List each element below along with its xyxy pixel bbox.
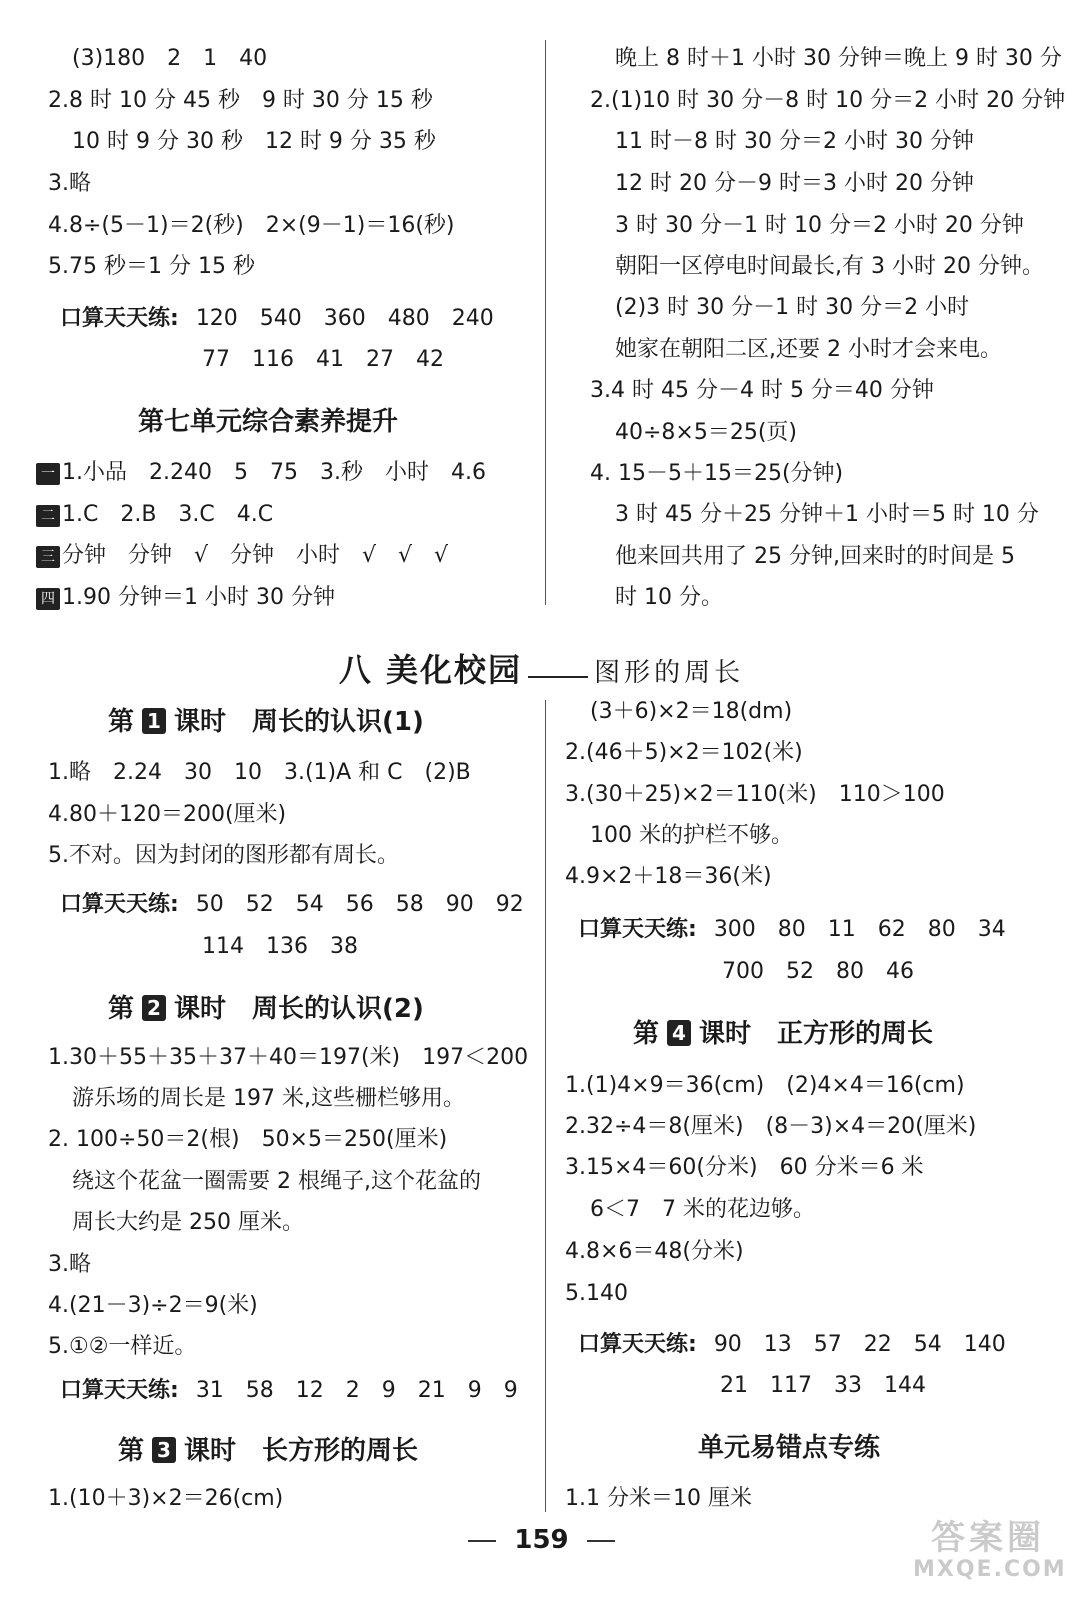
answer-line: 1.30＋55＋35＋37＋40＝197(米) 197＜200 [48,1045,529,1070]
unit7-text: 1.小品 2.240 5 75 3.秒 小时 4.6 [62,460,486,485]
kousuan-label: 口算天天练: [60,306,179,331]
lesson-number-badge: 2 [142,995,166,1021]
kousuan-label: 口算天天练: [60,892,179,917]
answer-line: 6＜7 7 米的花边够。 [590,1197,815,1222]
answer-line: 12 时 20 分－9 时＝3 小时 20 分钟 [615,171,974,196]
lesson-prefix: 第 [108,994,135,1024]
answer-line: 1.(10＋3)×2＝26(cm) [48,1486,284,1511]
answer-line: 3 时 45 分＋25 分钟＋1 小时＝5 时 10 分 [615,502,1039,527]
lesson3-title [118,1433,418,1469]
answer-line: 他来回共用了 25 分钟,回来时的时间是 5 [615,544,1015,569]
answer-line: 3.4 时 45 分－4 时 5 分＝40 分钟 [590,378,934,403]
kousuan-values: 700 52 80 46 [722,959,914,984]
answer-line: 2.32÷4＝8(厘米) (8－3)×4＝20(厘米) [565,1114,977,1139]
errors-title: 单元易错点专练 [698,1433,881,1463]
column-divider [545,40,546,605]
kousuan-values: 300 80 11 62 80 34 [713,917,1006,942]
lesson-number-badge: 4 [667,1020,691,1046]
answer-line: 1.略 2.24 30 10 3.(1)A 和 C (2)B [48,760,471,785]
answer-line: (2)3 时 30 分－1 时 30 分＝2 小时 [615,295,970,320]
unit7-line [36,583,335,613]
footer-dash [587,1540,615,1542]
lesson1-title [108,704,424,740]
lesson2-title [108,991,424,1027]
answer-line: 2.(46＋5)×2＝102(米) [565,740,803,765]
answer-line: 时 10 分。 [615,585,723,610]
unit7-text: 1.90 分钟＝1 小时 30 分钟 [62,585,335,610]
lesson-number-badge: 1 [142,708,166,734]
unit7-title: 第七单元综合素养提升 [138,407,399,437]
kousuan-label: 口算天天练: [578,1332,697,1357]
chapter-title [0,645,1083,689]
answer-line: 3 时 30 分－1 时 10 分＝2 小时 20 分钟 [615,213,1024,238]
answer-line: 朝阳一区停电时间最长,有 3 小时 20 分钟。 [615,254,1044,279]
kousuan-row [578,1330,1006,1360]
answer-line: 4. 15－5＋15＝25(分钟) [590,461,844,486]
kousuan-label: 口算天天练: [578,917,697,942]
kousuan-label: 口算天天练: [60,1378,179,1403]
answer-line: 4.(21－3)÷2＝9(米) [48,1293,258,1318]
section-mark-4: 四 [36,588,60,610]
chapter-main: 八 美化校园 [338,651,523,689]
kousuan-values: 21 117 33 144 [720,1373,926,1398]
lesson-prefix: 第 [633,1019,660,1049]
answer-line: 1.(1)4×9＝36(cm) (2)4×4＝16(cm) [565,1073,965,1098]
answer-line: 5.140 [565,1281,628,1306]
lesson-prefix: 第 [118,1436,145,1466]
answer-line: 绕这个花盆一圈需要 2 根绳子,这个花盆的 [72,1169,481,1194]
unit7-line [36,458,486,488]
answer-line: 4.8÷(5－1)＝2(秒) 2×(9－1)＝16(秒) [48,213,455,238]
lesson-suffix: 课时 周长的认识(2) [174,994,424,1024]
kousuan-row [60,1376,518,1406]
answer-line: 5.①②一样近。 [48,1334,197,1359]
column-divider [545,700,546,1512]
answer-line: 晚上 8 时＋1 小时 30 分钟＝晚上 9 时 30 分 [615,46,1062,71]
answer-line: 5.不对。因为封闭的图形都有周长。 [48,843,399,868]
answer-line: 游乐场的周长是 197 米,这些栅栏够用。 [72,1086,465,1111]
kousuan-row [578,915,1006,945]
section-mark-3: 三 [36,546,60,568]
chapter-sub: 图形的周长 [594,658,745,688]
answer-line: 3.略 [48,171,91,196]
answer-line: 2. 100÷50＝2(根) 50×5＝250(厘米) [48,1127,448,1152]
lesson-number-badge: 3 [152,1437,176,1463]
answer-line: (3)180 2 1 40 [72,46,268,71]
lesson4-title [633,1016,933,1052]
answer-line: 她家在朝阳二区,还要 2 小时才会来电。 [615,337,1002,362]
answer-line: 5.75 秒＝1 分 15 秒 [48,254,255,279]
footer-dash [468,1540,496,1542]
answer-line: 4.80＋120＝200(厘米) [48,802,287,827]
kousuan-values: 114 136 38 [202,934,358,959]
unit7-text: 分钟 分钟 √ 分钟 小时 √ √ √ [62,543,449,568]
kousuan-values: 31 58 12 2 9 21 9 9 [195,1378,518,1403]
answer-line: (3＋6)×2＝18(dm) [590,699,793,724]
unit7-text: 1.C 2.B 3.C 4.C [62,502,274,527]
kousuan-values: 120 540 360 480 240 [195,306,494,331]
title-dash [528,676,588,678]
lesson-suffix: 课时 长方形的周长 [184,1436,419,1466]
answer-line: 40÷8×5＝25(页) [615,420,798,445]
answer-line: 3.(30＋25)×2＝110(米) 110＞100 [565,782,945,807]
kousuan-values: 90 13 57 22 54 140 [713,1332,1006,1357]
watermark-logo [913,1518,1067,1588]
answer-line: 100 米的护栏不够。 [590,823,793,848]
unit7-line [36,500,273,530]
watermark-text: 答案圈 [931,1518,1045,1558]
section-mark-2: 二 [36,505,60,527]
answer-line: 2.8 时 10 分 45 秒 9 时 30 分 15 秒 [48,88,433,113]
lesson-suffix: 课时 周长的认识(1) [174,707,424,737]
kousuan-values: 77 116 41 27 42 [202,347,444,372]
lesson-suffix: 课时 正方形的周长 [699,1019,934,1049]
unit7-line [36,541,448,571]
kousuan-row [60,890,524,920]
page-number: 159 [514,1525,569,1555]
answer-line: 3.15×4＝60(分米) 60 分米＝6 米 [565,1155,924,1180]
lesson-prefix: 第 [108,707,135,737]
answer-line: 1.1 分米＝10 厘米 [565,1486,752,1511]
answer-line: 2.(1)10 时 30 分－8 时 10 分＝2 小时 20 分钟 [590,88,1066,113]
watermark-url: MXQE.COM [913,1557,1067,1582]
kousuan-values: 50 52 54 56 58 90 92 [195,892,524,917]
answer-line: 3.略 [48,1252,91,1277]
kousuan-row [60,304,494,334]
answer-line: 10 时 9 分 30 秒 12 时 9 分 35 秒 [72,129,436,154]
answer-line: 周长大约是 250 厘米。 [72,1210,304,1235]
section-mark-1: 一 [36,463,60,485]
answer-line: 4.9×2＋18＝36(米) [565,864,772,889]
answer-line: 4.8×6＝48(分米) [565,1239,744,1264]
answer-line: 11 时－8 时 30 分＝2 小时 30 分钟 [615,129,974,154]
